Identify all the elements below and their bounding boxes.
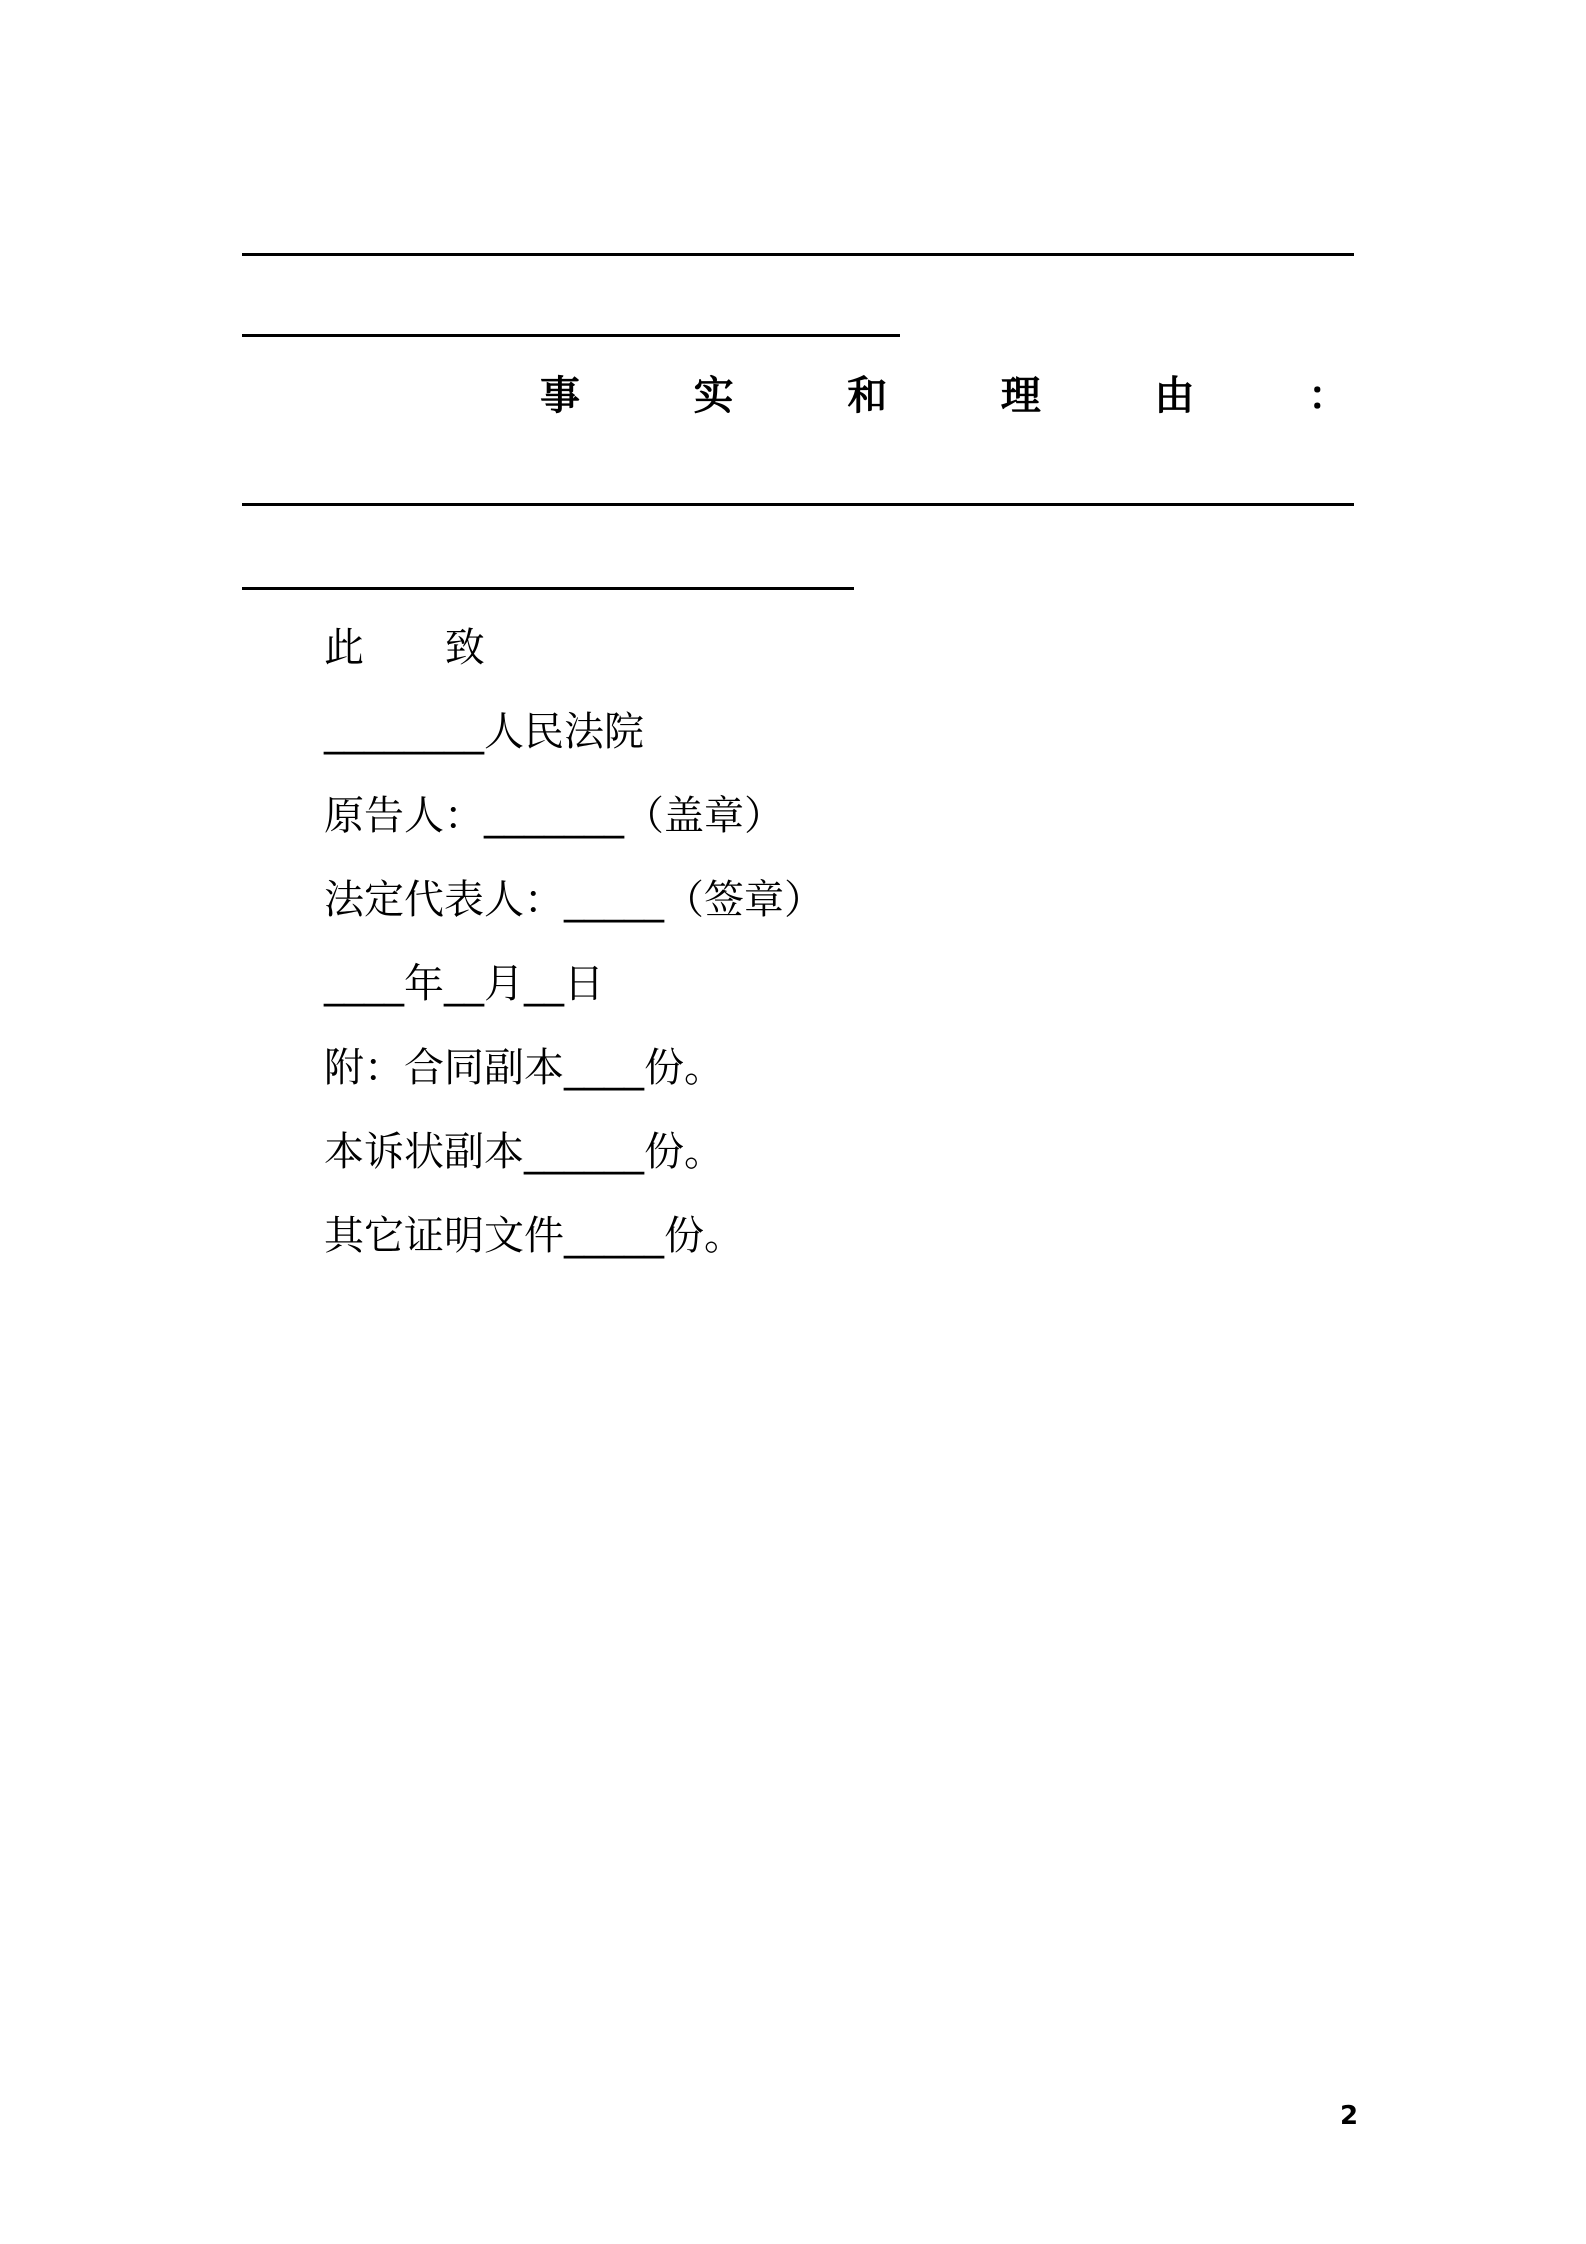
blank-fill-line [242, 503, 1354, 506]
blank-fill-line [242, 334, 900, 337]
attachment-complaint-line: 本诉状副本______份。 [324, 1129, 724, 1175]
salutation: 此 致 [324, 625, 519, 671]
attachment-other-line: 其它证明文件_____份。 [324, 1213, 744, 1259]
facts-and-reasons-heading [540, 368, 1348, 424]
date-line: ____年__月__日 [324, 961, 604, 1007]
page-number: 2 [1340, 2101, 1359, 2131]
blank-fill-line [242, 253, 1354, 256]
heading-char: 和 [847, 373, 888, 419]
plaintiff-line: 原告人：_______（盖章） [324, 793, 784, 839]
heading-char: 事 [540, 373, 580, 419]
blank-fill-line [242, 587, 854, 590]
court-line: ________人民法院 [324, 709, 644, 755]
legal-representative-line: 法定代表人：_____（签章） [324, 877, 824, 923]
heading-char: 理 [1000, 373, 1041, 419]
attachment-contract-line: 附：合同副本____份。 [324, 1045, 724, 1091]
heading-char: 由 [1154, 373, 1195, 419]
heading-char: 实 [693, 373, 734, 419]
heading-char: ： [1307, 373, 1348, 419]
